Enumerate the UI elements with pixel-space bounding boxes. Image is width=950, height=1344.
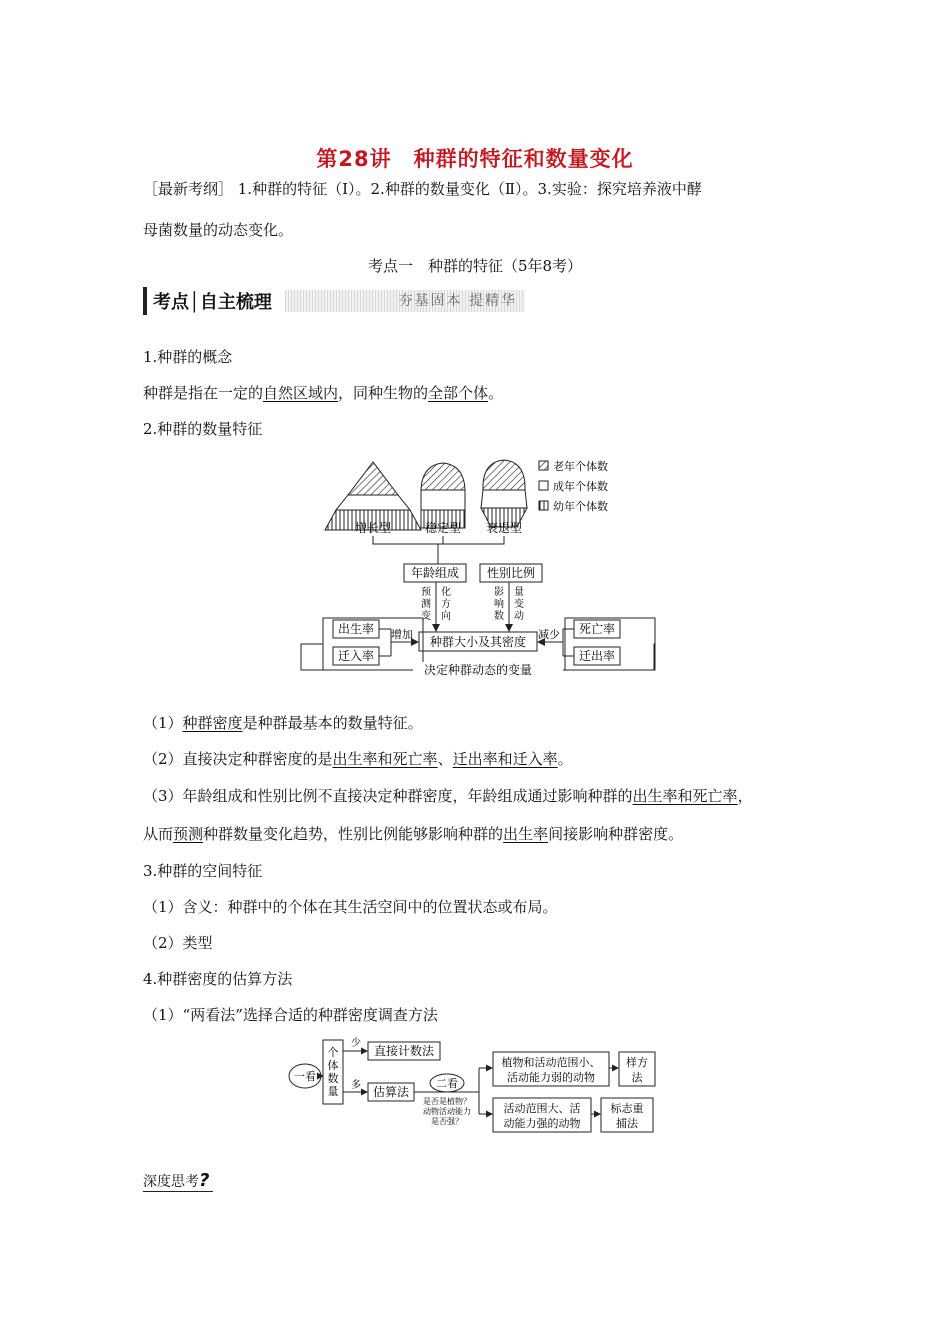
syllabus-line-1: ［最新考纲］ 1.种群的特征（Ⅰ）。2.种群的数量变化（Ⅱ）。3.实验：探究培养液中酵 <box>143 180 702 198</box>
legend-adult: 成年个体数 <box>553 480 608 493</box>
first-look-label: 一看 <box>294 1070 316 1083</box>
legend <box>539 459 608 513</box>
key-term: 预测 <box>173 825 204 843</box>
direct-count-label: 直接计数法 <box>373 1044 435 1058</box>
s3-types: （2）类型 <box>143 934 213 952</box>
text: 种群是指在一定的 <box>143 384 264 402</box>
text: 是种群最基本的数量特征。 <box>242 714 423 732</box>
legend-old: 老年个体数 <box>553 460 608 473</box>
population-density-label: 种群大小及其密度 <box>429 635 527 649</box>
banner-label: 考点│自主梳理 <box>143 287 272 315</box>
syllabus-line-2: 母菌数量的动态变化。 <box>143 221 294 239</box>
s4-heading: 4.种群密度的估算方法 <box>143 970 293 988</box>
decrease-label: 减少 <box>538 628 560 641</box>
question-mark-icon: ? <box>199 1170 210 1191</box>
type-growth: 增长型 <box>354 521 392 535</box>
legend-old-swatch <box>539 461 548 470</box>
population-characteristics-diagram <box>295 450 660 682</box>
point-2 <box>143 748 573 769</box>
growth-pyramid <box>325 462 421 530</box>
estimate-label: 估算法 <box>372 1085 410 1099</box>
death-rate-label: 死亡率 <box>578 622 616 636</box>
legend-young-swatch <box>539 501 548 510</box>
legend-adult-swatch <box>539 481 548 490</box>
text: 。 <box>557 750 573 768</box>
birth-rate-label: 出生率 <box>337 622 375 636</box>
many-label: 多 <box>351 1080 361 1091</box>
page-title: 第28讲 种群的特征和数量变化 <box>316 147 634 171</box>
point-3 <box>143 785 753 806</box>
text: ，同种生物的 <box>338 384 429 402</box>
decline-pyramid <box>481 460 527 527</box>
study-banner <box>143 287 525 315</box>
increase-label: 增加 <box>391 628 413 641</box>
key-term: 自然区域内 <box>263 384 339 402</box>
text: 、 <box>437 750 453 768</box>
immigration-label: 迁入率 <box>337 649 375 663</box>
text: （1） <box>143 714 183 732</box>
question-line-2: 动物活动能力 <box>423 1107 471 1116</box>
s2-heading: 2.种群的数量特征 <box>143 420 263 438</box>
count-label: 个体数量 <box>327 1046 339 1098</box>
plant-line-2: 活动能力弱的动物 <box>507 1071 595 1084</box>
mark-recapture-line-1: 标志重 <box>610 1102 644 1115</box>
text: ， <box>737 787 753 805</box>
affect-label-col2: 量变动 <box>514 587 524 622</box>
age-structure-label: 年龄组成 <box>410 566 460 580</box>
point-1 <box>143 712 423 733</box>
key-term: 种群密度 <box>182 714 243 732</box>
s4-method: （1）“两看法”选择合适的种群密度调查方法 <box>143 1006 438 1024</box>
predict-label-col1: 预测变 <box>421 587 431 622</box>
animal-line-2: 动能力强的动物 <box>503 1117 581 1130</box>
banner-slogan: 夯基固本 提精华 <box>398 293 517 309</box>
text: 从而 <box>143 825 174 843</box>
s1-heading: 1.种群的概念 <box>143 348 233 366</box>
animal-line-1: 活动范围大、活 <box>503 1102 581 1115</box>
section-title: 考点一 种群的特征（5年8考） <box>367 257 583 275</box>
determinant-label: 决定种群动态的变量 <box>423 663 533 677</box>
density-method-diagram <box>285 1034 660 1142</box>
key-term: 全部个体 <box>428 384 489 402</box>
emigration-label: 迁出率 <box>578 649 616 663</box>
type-decline: 衰退型 <box>485 521 523 535</box>
text: 。 <box>488 384 504 402</box>
second-look-label: 二看 <box>436 1077 458 1090</box>
key-term: 出生率和死亡率 <box>332 750 438 768</box>
text: （3）年龄组成和性别比例不直接决定种群密度，年龄组成通过影响种群的 <box>143 787 633 805</box>
key-term: 出生率和死亡率 <box>632 787 738 805</box>
s3-heading: 3.种群的空间特征 <box>143 862 263 880</box>
legend-young: 幼年个体数 <box>553 500 608 513</box>
quadrat-line-2: 法 <box>631 1071 643 1084</box>
quadrat-line-1: 样方 <box>626 1056 648 1069</box>
deep-thinking-label: 深度思考 <box>143 1174 199 1190</box>
point-3-continued <box>143 823 683 844</box>
sex-ratio-label: 性别比例 <box>486 566 536 580</box>
s1-paragraph <box>143 382 503 403</box>
text: 间接影响种群密度。 <box>548 825 684 843</box>
s3-meaning: （1）含义：种群中的个体在其生活空间中的位置状态或布局。 <box>143 898 558 916</box>
question-line-1: 是否是植物？ <box>423 1097 471 1106</box>
text: （2）直接决定种群密度的是 <box>143 750 333 768</box>
deep-thinking-heading <box>143 1170 213 1192</box>
type-stable: 稳定型 <box>424 521 462 535</box>
plant-line-1: 植物和活动范围小、 <box>501 1056 601 1069</box>
text: 种群数量变化趋势，性别比例能够影响种群的 <box>203 825 504 843</box>
predict-label-col2: 化方向 <box>441 587 451 622</box>
few-label: 少 <box>351 1038 361 1049</box>
affect-label-col1: 影响数 <box>494 587 504 622</box>
mark-recapture-line-2: 捕法 <box>616 1117 638 1130</box>
key-term: 出生率 <box>503 825 549 843</box>
question-line-3: 是否强？ <box>431 1117 463 1126</box>
key-term: 迁出率和迁入率 <box>452 750 558 768</box>
stable-pyramid <box>421 463 465 528</box>
